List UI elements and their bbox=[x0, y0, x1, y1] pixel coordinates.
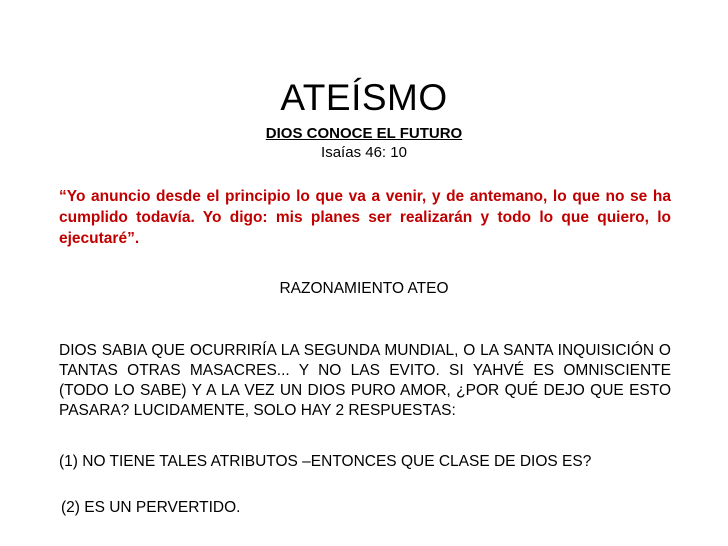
bible-reference: Isaías 46: 10 bbox=[321, 144, 407, 161]
answer-two: (2) ES UN PERVERTIDO. bbox=[61, 499, 241, 516]
slide-subtitle: DIOS CONOCE EL FUTURO bbox=[265, 125, 463, 142]
slide-title: ATEÍSMO bbox=[280, 77, 448, 118]
answer-one: (1) NO TIENE TALES ATRIBUTOS –ENTONCES QUE CLASE DE DIOS ES? bbox=[59, 453, 592, 470]
scripture-quote: “Yo anuncio desde el principio lo que va a venir, y de antemano, lo que no se ha cumplido todavía. Yo digo: mis planes ser realizarán y todo lo que quiero, lo ejecutaré”. bbox=[59, 188, 671, 247]
section-heading: RAZONAMIENTO ATEO bbox=[279, 280, 449, 297]
argument-paragraph: DIOS SABIA QUE OCURRIRÍA LA SEGUNDA MUNDIAL, O LA SANTA INQUISICIÓN O TANTAS OTRAS MASACRES... Y NO LAS EVITO. SI YAHVÉ ES OMNISCIENTE (TODO LO SABE) Y A LA VEZ UN DIOS PURO AMOR, ¿POR QUÉ DEJO QUE ESTO PASARA? LUCIDAMENTE, SOLO HAY 2 RESPUESTAS: bbox=[59, 342, 671, 419]
